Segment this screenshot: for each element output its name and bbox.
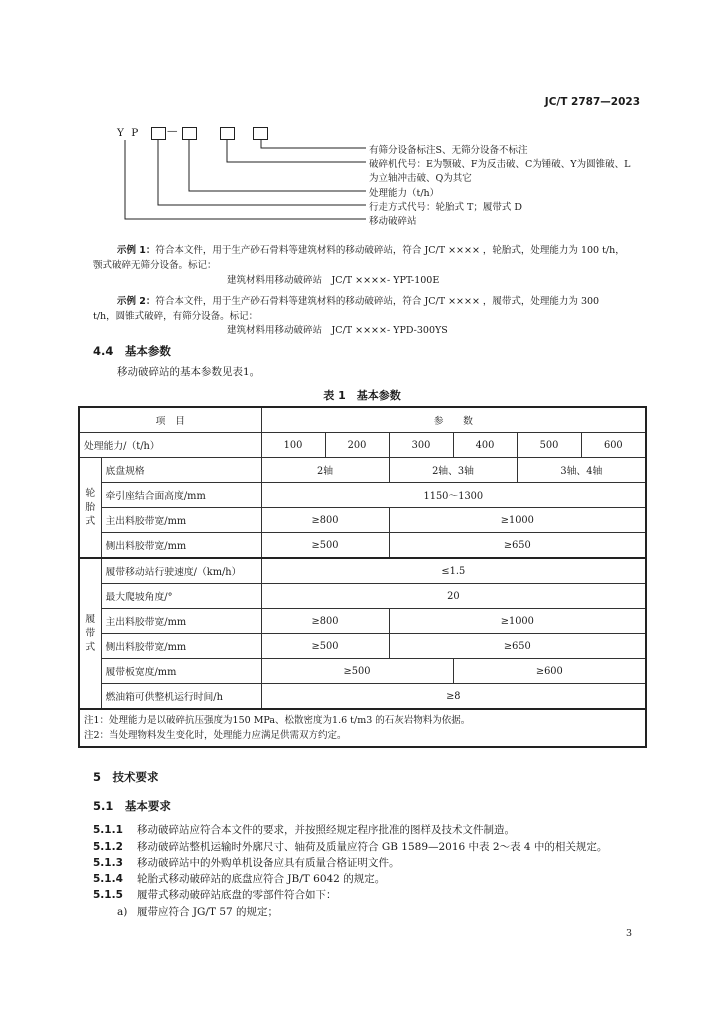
hitch-value: 1150～1300	[261, 483, 646, 508]
section-5-title: 技术要求	[112, 770, 159, 784]
example-2-mark: 建筑材料用移动破碎站 JC/T ××××- YPD-300YS	[227, 325, 448, 336]
group-wheeled	[79, 458, 101, 559]
speed-value: ≤1.5	[261, 558, 646, 584]
section-5-1-heading	[93, 798, 171, 814]
example-2-line-2: t/h，圆锥式破碎，有筛分设备。标记：	[93, 311, 259, 322]
wheeled-main-belt-value-1: ≥800	[261, 508, 389, 533]
table-caption: 表 1 基本参数	[323, 389, 401, 402]
section-4-4-title: 基本参数	[124, 344, 171, 358]
track-shoe-value-2: ≥600	[453, 659, 646, 684]
example-2-label: 示例 2：	[117, 296, 156, 307]
clause-number: 5.1.2	[93, 841, 123, 853]
capacity-500: 500	[517, 433, 581, 458]
table-row	[79, 634, 646, 659]
tracked-side-belt-label: 侧出料胶带宽/mm	[101, 634, 261, 659]
tracked-main-belt-label: 主出料胶带宽/mm	[101, 609, 261, 634]
clause-number: 5.1.1	[93, 824, 123, 836]
page-number: 3	[625, 928, 632, 939]
example-1-text: 符合本文件，用于生产砂石骨料等建筑材料的移动破碎站，符合 JC/T ×××× ，轮胎式，处理能力为 100 t/h，	[155, 245, 625, 256]
table-row	[79, 684, 646, 710]
list-item-a	[117, 904, 278, 919]
list-item-a-text: 履带应符合 JG/T 57 的规定；	[137, 906, 279, 918]
capacity-row	[79, 433, 646, 458]
header-item: 项 目	[79, 407, 261, 433]
capacity-400: 400	[453, 433, 517, 458]
group-tracked	[79, 558, 101, 709]
table-notes-row	[79, 709, 646, 747]
clause-number: 5.1.5	[93, 889, 123, 901]
fuel-label: 燃油箱可供整机运行时间/h	[101, 684, 261, 710]
clause-5-1-1	[93, 822, 515, 837]
table-row	[79, 483, 646, 508]
designation-leader-lines	[0, 0, 724, 260]
section-5-number: 5	[93, 770, 102, 784]
header-params: 参 数	[261, 407, 646, 433]
table-row	[79, 533, 646, 559]
table-note-2: 注2：当处理物料发生变化时，处理能力应满足供需双方约定。	[84, 730, 347, 741]
example-1-mark: 建筑材料用移动破碎站 JC/T ××××- YPT-100E	[227, 275, 440, 286]
climb-value: 20	[261, 584, 646, 609]
tracked-main-belt-value-1: ≥800	[261, 609, 389, 634]
clause-text: 移动破碎站中的外购单机设备应具有质量合格证明文件。	[137, 857, 400, 869]
clause-text: 轮胎式移动破碎站的底盘应符合 JB/T 6042 的规定。	[137, 873, 386, 885]
wheeled-side-belt-value-1: ≥500	[261, 533, 389, 559]
example-1-line-1	[117, 242, 625, 256]
section-4-4-body: 移动破碎站的基本参数见表1。	[117, 366, 261, 378]
standard-number: JC/T 2787—2023	[544, 96, 640, 108]
table-row	[79, 508, 646, 533]
example-2-text: 符合本文件，用于生产砂石骨料等建筑材料的移动破碎站，符合 JC/T ×××× ，履带式，处理能力为 300	[155, 296, 600, 307]
chassis-value-1: 2轴	[261, 458, 389, 483]
capacity-label: 处理能力/（t/h）	[79, 433, 261, 458]
clause-text: 履带式移动破碎站底盘的零部件符合如下：	[137, 889, 337, 901]
section-5-1-number: 5.1	[93, 799, 114, 813]
wheeled-main-belt-value-2: ≥1000	[389, 508, 646, 533]
label-crusher-code-cont: 为立轴冲击破、Q为其它	[369, 173, 472, 184]
chassis-value-2: 2轴、3轴	[389, 458, 517, 483]
capacity-100: 100	[261, 433, 325, 458]
group-tracked-label: 履带式	[85, 613, 96, 653]
label-capacity: 处理能力（t/h）	[369, 188, 440, 199]
section-5-heading	[93, 769, 159, 785]
model-dash: —	[167, 125, 178, 137]
clause-text: 移动破碎站应符合本文件的要求，并按照经规定程序批准的图样及技术文件制造。	[137, 824, 515, 836]
wheeled-main-belt-label: 主出料胶带宽/mm	[101, 508, 261, 533]
clause-5-1-4	[93, 871, 385, 886]
list-item-a-label: a)	[117, 906, 128, 918]
table-row	[79, 659, 646, 684]
tracked-side-belt-value-2: ≥650	[389, 634, 646, 659]
chassis-value-3: 3轴、4轴	[517, 458, 646, 483]
table-row	[79, 558, 646, 584]
wheeled-side-belt-label: 侧出料胶带宽/mm	[101, 533, 261, 559]
table-notes	[79, 709, 646, 747]
clause-text: 移动破碎站整机运输时外廓尺寸、轴荷及质量应符合 GB 1589—2016 中表 2～表 4 中的相关规定。	[137, 841, 608, 853]
track-shoe-value-1: ≥500	[261, 659, 453, 684]
chassis-label: 底盘规格	[101, 458, 261, 483]
parameters-table	[78, 406, 647, 748]
hitch-label: 牵引座结合面高度/mm	[101, 483, 261, 508]
label-crusher-code: 破碎机代号：E为颚破、F为反击破、C为锤破、Y为圆锥破、L	[369, 159, 631, 170]
label-travel-mode: 行走方式代号：轮胎式 T；履带式 D	[369, 202, 522, 213]
model-prefix: Y P	[117, 127, 141, 139]
example-1-line-2: 颚式破碎无筛分设备。标记：	[93, 260, 217, 271]
capacity-600: 600	[581, 433, 646, 458]
example-2-line-1	[117, 293, 599, 307]
label-screening: 有筛分设备标注S、无筛分设备不标注	[369, 145, 528, 156]
clause-number: 5.1.4	[93, 873, 123, 885]
climb-label: 最大爬坡角度/°	[101, 584, 261, 609]
clause-5-1-5	[93, 887, 337, 902]
speed-label: 履带移动站行驶速度/（km/h）	[101, 558, 261, 584]
capacity-300: 300	[389, 433, 453, 458]
section-4-4-heading	[93, 343, 171, 359]
section-5-1-title: 基本要求	[124, 799, 171, 813]
table-row	[79, 609, 646, 634]
clause-5-1-2	[93, 839, 607, 854]
section-4-4-number: 4.4	[93, 344, 114, 358]
group-wheeled-label: 轮胎式	[85, 487, 96, 527]
label-mobile-station: 移动破碎站	[369, 216, 417, 227]
table-header-row	[79, 407, 646, 433]
table-note-1: 注1：处理能力是以破碎抗压强度为150 MPa、松散密度为1.6 t/m3 的石灰岩物料为依据。	[84, 715, 471, 726]
clause-number: 5.1.3	[93, 857, 123, 869]
fuel-value: ≥8	[261, 684, 646, 710]
tracked-side-belt-value-1: ≥500	[261, 634, 389, 659]
table-row	[79, 458, 646, 483]
example-1-label: 示例 1：	[117, 245, 156, 256]
track-shoe-label: 履带板宽度/mm	[101, 659, 261, 684]
clause-5-1-3	[93, 855, 400, 870]
wheeled-side-belt-value-2: ≥650	[389, 533, 646, 559]
table-row	[79, 584, 646, 609]
tracked-main-belt-value-2: ≥1000	[389, 609, 646, 634]
capacity-200: 200	[325, 433, 389, 458]
